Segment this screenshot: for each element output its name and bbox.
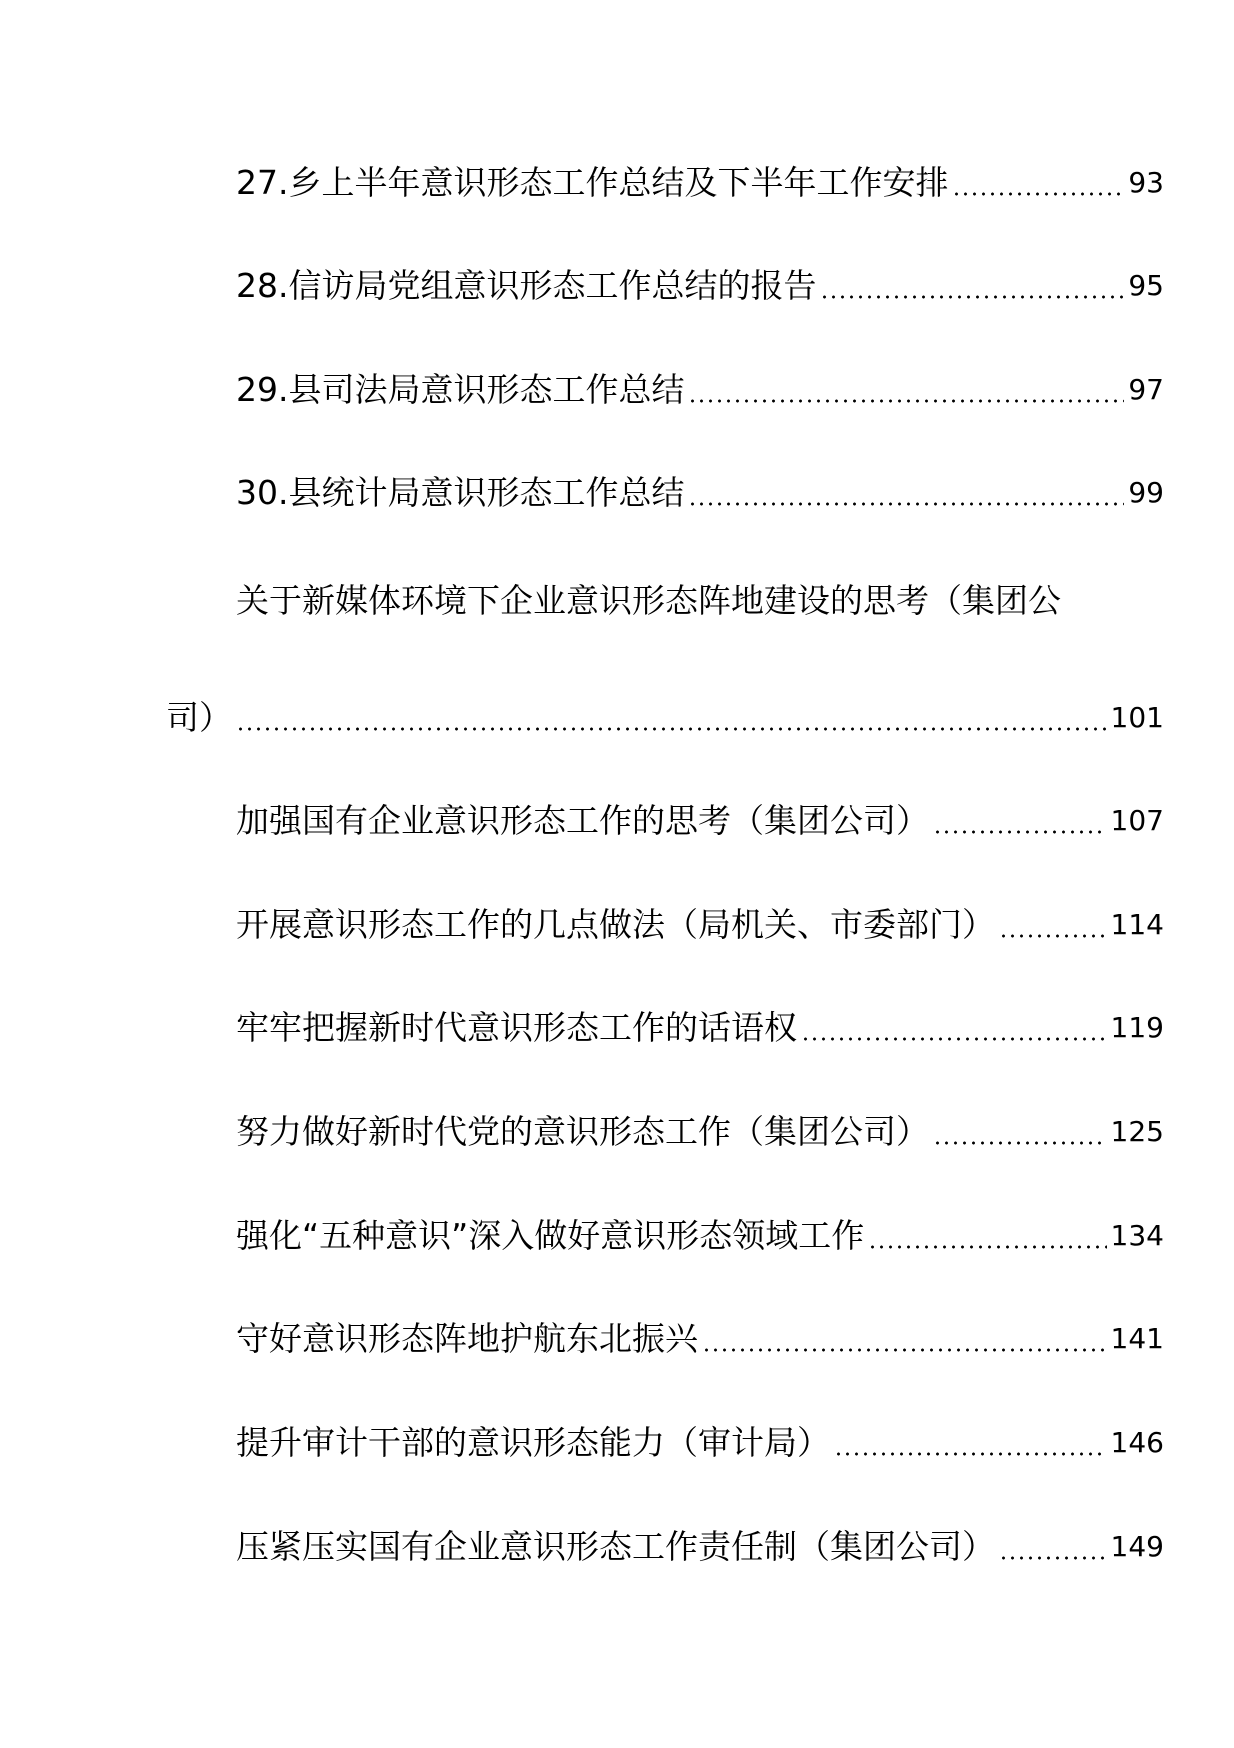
dot-leader bbox=[820, 295, 1124, 299]
toc-entry-title: 开展意识形态工作的几点做法（局机关、市委部门） bbox=[236, 905, 995, 944]
toc-entry[interactable] bbox=[236, 1107, 1164, 1157]
toc-entry[interactable] bbox=[236, 796, 1164, 846]
toc-entry-page: 97 bbox=[1128, 373, 1164, 406]
toc-entry-title: 加强国有企业意识形态工作的思考（集团公司） bbox=[236, 801, 929, 840]
toc-entry-page: 114 bbox=[1110, 908, 1164, 941]
toc-entry[interactable] bbox=[236, 1418, 1164, 1468]
dot-leader bbox=[999, 1556, 1107, 1560]
toc-entry-title: 提升审计干部的意识形态能力（审计局） bbox=[236, 1423, 830, 1462]
toc-entry[interactable] bbox=[236, 900, 1164, 950]
toc-entry-page: 119 bbox=[1110, 1011, 1164, 1044]
toc-entry-page: 107 bbox=[1110, 804, 1164, 837]
toc-entry-page: 125 bbox=[1110, 1115, 1164, 1148]
toc-entry-title-line1[interactable]: 关于新媒体环境下企业意识形态阵地建设的思考（集团公 bbox=[236, 581, 1061, 620]
dot-leader bbox=[933, 1141, 1107, 1145]
toc-entry-page: 93 bbox=[1128, 166, 1164, 199]
toc-entry-title: 牢牢把握新时代意识形态工作的话语权 bbox=[236, 1008, 797, 1047]
dot-leader bbox=[952, 192, 1124, 196]
dot-leader bbox=[236, 727, 1107, 731]
toc-entry-title-line2: 司） bbox=[166, 698, 232, 737]
dot-leader bbox=[868, 1245, 1106, 1249]
toc-entry[interactable] bbox=[166, 693, 1164, 743]
toc-entry-page: 149 bbox=[1110, 1530, 1164, 1563]
toc-entry-page: 99 bbox=[1128, 476, 1164, 509]
dot-leader bbox=[801, 1037, 1107, 1041]
dot-leader bbox=[688, 399, 1124, 403]
dot-leader bbox=[834, 1452, 1107, 1456]
dot-leader bbox=[933, 830, 1107, 834]
toc-entry[interactable] bbox=[236, 1314, 1164, 1364]
dot-leader bbox=[702, 1348, 1107, 1352]
toc-entry-title: 28.信访局党组意识形态工作总结的报告 bbox=[236, 266, 817, 305]
toc-entry-page: 101 bbox=[1110, 701, 1164, 734]
toc-entry-page: 141 bbox=[1110, 1322, 1164, 1355]
toc-entry[interactable] bbox=[236, 1003, 1164, 1053]
toc-entry[interactable] bbox=[236, 1522, 1164, 1572]
toc-entry-title: 27.乡上半年意识形态工作总结及下半年工作安排 bbox=[236, 163, 949, 202]
toc-entry-page: 134 bbox=[1110, 1219, 1164, 1252]
toc-entry[interactable] bbox=[236, 365, 1164, 415]
toc-entry-title: 努力做好新时代党的意识形态工作（集团公司） bbox=[236, 1112, 929, 1151]
toc-entry-title: 压紧压实国有企业意识形态工作责任制（集团公司） bbox=[236, 1527, 995, 1566]
toc-entry-title: 29.县司法局意识形态工作总结 bbox=[236, 370, 685, 409]
toc-entry[interactable] bbox=[236, 1211, 1164, 1261]
dot-leader bbox=[688, 502, 1124, 506]
toc-entry-page: 95 bbox=[1128, 269, 1164, 302]
toc-entry-title: 强化“五种意识”深入做好意识形态领域工作 bbox=[236, 1216, 865, 1255]
dot-leader bbox=[999, 934, 1107, 938]
toc-entry[interactable] bbox=[236, 158, 1164, 208]
toc-entry-title: 30.县统计局意识形态工作总结 bbox=[236, 473, 685, 512]
toc-entry[interactable] bbox=[236, 261, 1164, 311]
toc-entry[interactable] bbox=[236, 468, 1164, 518]
toc-entry-page: 146 bbox=[1110, 1426, 1164, 1459]
toc-entry-title: 守好意识形态阵地护航东北振兴 bbox=[236, 1319, 698, 1358]
